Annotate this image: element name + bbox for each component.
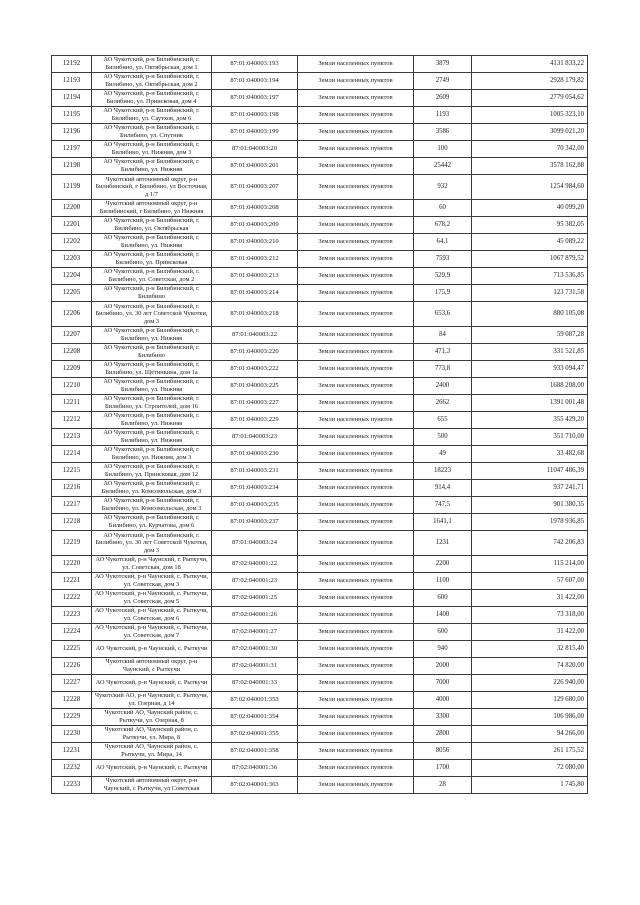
table-body xyxy=(52,56,588,794)
row-number-cell: 12207 xyxy=(52,327,92,344)
area-cell: 529,9 xyxy=(414,268,472,285)
area-cell: 2662 xyxy=(414,395,472,412)
address-cell: АО Чукотский, р-н Билибинский, г. Билибино xyxy=(92,344,212,361)
row-number-cell: 12198 xyxy=(52,158,92,175)
table-row xyxy=(52,268,588,285)
cadastral-value-cell: 45 089,22 xyxy=(472,234,588,251)
table-row xyxy=(52,344,588,361)
table-row xyxy=(52,709,588,726)
table-row xyxy=(52,556,588,573)
land-category-cell: Земли населенных пунктов xyxy=(298,675,414,692)
address-cell: Чукотский автономный округ, р-н Чаунский, с Рыткучи, ул Советская xyxy=(92,777,212,794)
land-category-cell: Земли населенных пунктов xyxy=(298,641,414,658)
land-category-cell: Земли населенных пунктов xyxy=(298,158,414,175)
area-cell: 2609 xyxy=(414,90,472,107)
address-cell: АО Чукотский, р-н Билибинский, г. Билибино, ул. Нижняя xyxy=(92,412,212,429)
row-number-cell: 12208 xyxy=(52,344,92,361)
land-category-cell: Земли населенных пунктов xyxy=(298,658,414,675)
table-row xyxy=(52,480,588,497)
table-row xyxy=(52,412,588,429)
row-number-cell: 12220 xyxy=(52,556,92,573)
row-number-cell: 12194 xyxy=(52,90,92,107)
table-row xyxy=(52,107,588,124)
address-cell: АО Чукотский, р-н Билибинский, г. Билибино, ул. Спутник xyxy=(92,124,212,141)
table-row xyxy=(52,692,588,709)
cadastral-value-cell: 33 482,68 xyxy=(472,446,588,463)
row-number-cell: 12204 xyxy=(52,268,92,285)
area-cell: 4000 xyxy=(414,692,472,709)
cadastral-value-cell: 73 318,00 xyxy=(472,607,588,624)
land-category-cell: Земли населенных пунктов xyxy=(298,446,414,463)
cadastral-number-cell: 87:01:040003:231 xyxy=(212,463,298,480)
cadastral-number-cell: 87:01:040003:193 xyxy=(212,56,298,73)
area-cell: 2800 xyxy=(414,726,472,743)
table-row xyxy=(52,641,588,658)
address-cell: АО Чукотский, р-н Билибинский, г. Билибино, ул. Приисковая xyxy=(92,251,212,268)
land-category-cell: Земли населенных пунктов xyxy=(298,726,414,743)
cadastral-number-cell: 87:01:040003:235 xyxy=(212,497,298,514)
area-cell: 18223 xyxy=(414,463,472,480)
address-cell: Чукотский АО, Чаунский район, с. Рыткучи, ул. Мира, 8 xyxy=(92,726,212,743)
cadastral-value-cell: 1005 323,10 xyxy=(472,107,588,124)
cadastral-number-cell: 87:01:040003:230 xyxy=(212,446,298,463)
cadastral-value-cell: 226 940,00 xyxy=(472,675,588,692)
cadastral-value-cell: 11047 486,39 xyxy=(472,463,588,480)
table-row xyxy=(52,158,588,175)
cadastral-number-cell: 87:02:040001:30 xyxy=(212,641,298,658)
address-cell: АО Чукотский, р-н Билибинский, г. Билибино, ул. Нижняя xyxy=(92,429,212,446)
area-cell: 2200 xyxy=(414,556,472,573)
row-number-cell: 12216 xyxy=(52,480,92,497)
area-cell: 2400 xyxy=(414,378,472,395)
table-row xyxy=(52,361,588,378)
row-number-cell: 12206 xyxy=(52,302,92,327)
address-cell: АО Чукотский, р-н Чаунский, с. Рыткучи, ул. Советская, дом 6 xyxy=(92,607,212,624)
table-row xyxy=(52,285,588,302)
land-category-cell: Земли населенных пунктов xyxy=(298,107,414,124)
address-cell: АО Чукотский, р-н Билибинский, г. Билибино, ул. Комсомольская, дом 3 xyxy=(92,480,212,497)
row-number-cell: 12227 xyxy=(52,675,92,692)
land-category-cell: Земли населенных пунктов xyxy=(298,378,414,395)
address-cell: Чукотский АО, р-н Чаунский, с. Рыткучи, ул. Озерная, д 14 xyxy=(92,692,212,709)
cadastral-number-cell: 87:01:040003:220 xyxy=(212,344,298,361)
land-category-cell: Земли населенных пунктов xyxy=(298,692,414,709)
cadastral-number-cell: 87:01:040003:229 xyxy=(212,412,298,429)
table-row xyxy=(52,56,588,73)
area-cell: 1193 xyxy=(414,107,472,124)
area-cell: 175,9 xyxy=(414,285,472,302)
cadastral-number-cell: 87:01:040003:22 xyxy=(212,327,298,344)
table-row xyxy=(52,327,588,344)
cadastral-number-cell: 87:01:040003:207 xyxy=(212,175,298,200)
cadastral-value-cell: 95 382,05 xyxy=(472,217,588,234)
area-cell: 940 xyxy=(414,641,472,658)
cadastral-number-cell: 87:02:040001:363 xyxy=(212,777,298,794)
row-number-cell: 12195 xyxy=(52,107,92,124)
address-cell: АО Чукотский, р-н Билибинский, г. Билибино, ул. Нижняя xyxy=(92,327,212,344)
address-cell: АО Чукотский, р-н Билибинский, г. Билибино, ул. Саутхов, дом 6 xyxy=(92,107,212,124)
area-cell: 2000 xyxy=(414,658,472,675)
address-cell: АО Чукотский, р-н Билибинский, г. Билибино, ул. Приисковая, дом 12 xyxy=(92,463,212,480)
cadastral-number-cell: 87:01:040003:225 xyxy=(212,378,298,395)
cadastral-value-cell: 57 607,00 xyxy=(472,573,588,590)
area-cell: 3879 xyxy=(414,56,472,73)
table-row xyxy=(52,726,588,743)
area-cell: 600 xyxy=(414,624,472,641)
area-cell: 678,2 xyxy=(414,217,472,234)
land-category-cell: Земли населенных пунктов xyxy=(298,327,414,344)
row-number-cell: 12224 xyxy=(52,624,92,641)
address-cell: АО Чукотский, р-н Чаунский, с. Рыткучи xyxy=(92,760,212,777)
address-cell: АО Чукотский, р-н Билибинский, г. Билибино xyxy=(92,285,212,302)
address-cell: АО Чукотский, р-н Билибинский, г. Билибино, ул. Советская, дом 2 xyxy=(92,268,212,285)
table-row xyxy=(52,760,588,777)
land-category-cell: Земли населенных пунктов xyxy=(298,777,414,794)
table-row xyxy=(52,497,588,514)
row-number-cell: 12229 xyxy=(52,709,92,726)
cadastral-number-cell: 87:02:040001:22 xyxy=(212,556,298,573)
table-row xyxy=(52,217,588,234)
address-cell: Чукотский АО, Чаунский район, с. Рыткучи, ул. Озерная, 8 xyxy=(92,709,212,726)
address-cell: АО Чукотский, р-н Билибинский, г. Билибино, ул. Приисковая, дом 4 xyxy=(92,90,212,107)
address-cell: Чукотский автономный округ, р-н Чаунский, с Рыткучи xyxy=(92,658,212,675)
cadastral-value-cell: 261 175,52 xyxy=(472,743,588,760)
cadastral-value-cell: 40 099,20 xyxy=(472,200,588,217)
row-number-cell: 12200 xyxy=(52,200,92,217)
cadastral-value-cell: 32 815,40 xyxy=(472,641,588,658)
table-row xyxy=(52,446,588,463)
table-row xyxy=(52,141,588,158)
address-cell: АО Чукотский, р-н Чаунский, с. Рыткучи, ул. Советская, дом 5 xyxy=(92,590,212,607)
area-cell: 1231 xyxy=(414,531,472,556)
cadastral-number-cell: 87:01:040003:222 xyxy=(212,361,298,378)
area-cell: 914,4 xyxy=(414,480,472,497)
address-cell: АО Чукотский, р-н Билибинский, г. Билибино, ул. Щетинкина, дом 1а xyxy=(92,361,212,378)
table-row xyxy=(52,658,588,675)
cadastral-value-cell: 31 422,00 xyxy=(472,590,588,607)
area-cell: 471,3 xyxy=(414,344,472,361)
table-row xyxy=(52,573,588,590)
table-row xyxy=(52,200,588,217)
cadastral-value-cell: 880 105,08 xyxy=(472,302,588,327)
cadastral-value-cell: 1688 208,00 xyxy=(472,378,588,395)
row-number-cell: 12202 xyxy=(52,234,92,251)
address-cell: АО Чукотский, р-н Билибинский, г. Билибино, ул. Нижняя xyxy=(92,158,212,175)
cadastral-number-cell: 87:01:040003:213 xyxy=(212,268,298,285)
land-category-cell: Земли населенных пунктов xyxy=(298,429,414,446)
cadastral-value-cell: 31 422,00 xyxy=(472,624,588,641)
cadastral-number-cell: 87:01:040003:23 xyxy=(212,429,298,446)
table-row xyxy=(52,743,588,760)
row-number-cell: 12210 xyxy=(52,378,92,395)
cadastral-number-cell: 87:02:040001:33 xyxy=(212,675,298,692)
row-number-cell: 12222 xyxy=(52,590,92,607)
area-cell: 1700 xyxy=(414,760,472,777)
area-cell: 653,6 xyxy=(414,302,472,327)
cadastral-number-cell: 87:01:040003:227 xyxy=(212,395,298,412)
cadastral-value-cell: 351 710,00 xyxy=(472,429,588,446)
land-category-cell: Земли населенных пунктов xyxy=(298,480,414,497)
cadastral-number-cell: 87:02:040001:358 xyxy=(212,743,298,760)
cadastral-value-cell: 2779 054,62 xyxy=(472,90,588,107)
land-category-cell: Земли населенных пунктов xyxy=(298,90,414,107)
table-row xyxy=(52,302,588,327)
land-category-cell: Земли населенных пунктов xyxy=(298,73,414,90)
address-cell: АО Чукотский, р-н Билибинский, г. Билибино, ул. Курчатова, дом 6 xyxy=(92,514,212,531)
table-row xyxy=(52,395,588,412)
address-cell: Чукотский АО, Чаунский район, с. Рыткучи, ул. Мира, 14 xyxy=(92,743,212,760)
table-row xyxy=(52,624,588,641)
row-number-cell: 12230 xyxy=(52,726,92,743)
land-category-cell: Земли населенных пунктов xyxy=(298,573,414,590)
land-category-cell: Земли населенных пунктов xyxy=(298,412,414,429)
cadastral-value-cell: 129 680,00 xyxy=(472,692,588,709)
land-category-cell: Земли населенных пунктов xyxy=(298,361,414,378)
cadastral-value-cell: 2928 179,82 xyxy=(472,73,588,90)
address-cell: Чукотский автономный округ, р-н Билибинский, г Билибино, ул Нижняя xyxy=(92,200,212,217)
cadastral-number-cell: 87:02:040001:31 xyxy=(212,658,298,675)
row-number-cell: 12213 xyxy=(52,429,92,446)
row-number-cell: 12228 xyxy=(52,692,92,709)
cadastral-value-cell: 3578 162,88 xyxy=(472,158,588,175)
cadastral-value-cell: 123 731,58 xyxy=(472,285,588,302)
cadastral-value-cell: 1067 879,52 xyxy=(472,251,588,268)
area-cell: 1400 xyxy=(414,607,472,624)
cadastral-value-cell: 355 429,20 xyxy=(472,412,588,429)
area-cell: 60 xyxy=(414,200,472,217)
land-category-cell: Земли населенных пунктов xyxy=(298,141,414,158)
address-cell: АО Чукотский, р-н Билибинский, г. Билибино, ул. Октябрьская xyxy=(92,217,212,234)
land-category-cell: Земли населенных пунктов xyxy=(298,463,414,480)
address-cell: АО Чукотский, р-н Билибинский, г. Билибино, ул. Комсомольская, дом 3 xyxy=(92,497,212,514)
row-number-cell: 12226 xyxy=(52,658,92,675)
area-cell: 773,8 xyxy=(414,361,472,378)
row-number-cell: 12219 xyxy=(52,531,92,556)
table-row xyxy=(52,251,588,268)
cadastral-value-cell: 70 342,00 xyxy=(472,141,588,158)
cadastral-value-cell: 115 214,00 xyxy=(472,556,588,573)
cadastral-number-cell: 87:02:040001:26 xyxy=(212,607,298,624)
cadastral-number-cell: 87:01:040003:210 xyxy=(212,234,298,251)
row-number-cell: 12212 xyxy=(52,412,92,429)
cadastral-value-cell: 933 094,47 xyxy=(472,361,588,378)
land-category-cell: Земли населенных пунктов xyxy=(298,344,414,361)
land-category-cell: Земли населенных пунктов xyxy=(298,607,414,624)
land-category-cell: Земли населенных пунктов xyxy=(298,531,414,556)
cadastral-value-cell: 4131 833,22 xyxy=(472,56,588,73)
cadastral-value-cell: 3099 021,20 xyxy=(472,124,588,141)
row-number-cell: 12225 xyxy=(52,641,92,658)
row-number-cell: 12201 xyxy=(52,217,92,234)
address-cell: АО Чукотский, р-н Билибинский, г. Билибино, ул. 30 лет Советской Чукотки, дом 3 xyxy=(92,531,212,556)
area-cell: 1641,1 xyxy=(414,514,472,531)
area-cell: 600 xyxy=(414,590,472,607)
table-row xyxy=(52,90,588,107)
address-cell: Чукотский автономный округ, р-н Билибинский, г Билибино, ул Восточная, д 1/7 xyxy=(92,175,212,200)
address-cell: АО Чукотский, р-н Билибинский, г. Билибино, ул. Нижняя xyxy=(92,234,212,251)
cadastral-number-cell: 87:01:040003:198 xyxy=(212,107,298,124)
cadastral-number-cell: 87:01:040003:194 xyxy=(212,73,298,90)
land-category-cell: Земли населенных пунктов xyxy=(298,302,414,327)
area-cell: 7593 xyxy=(414,251,472,268)
cadastral-value-cell: 331 521,85 xyxy=(472,344,588,361)
address-cell: АО Чукотский, р-н Билибинский, г. Билибино, ул. Нижняя, дом 3 xyxy=(92,446,212,463)
table-row xyxy=(52,607,588,624)
row-number-cell: 12196 xyxy=(52,124,92,141)
cadastral-number-cell: 87:02:040001:353 xyxy=(212,692,298,709)
cadastral-number-cell: 87:01:040003:237 xyxy=(212,514,298,531)
land-category-cell: Земли населенных пунктов xyxy=(298,251,414,268)
land-category-cell: Земли населенных пунктов xyxy=(298,175,414,200)
address-cell: АО Чукотский, р-н Билибинский, г. Билибино, ул. Октябрьская, дом 1 xyxy=(92,56,212,73)
row-number-cell: 12233 xyxy=(52,777,92,794)
area-cell: 747,5 xyxy=(414,497,472,514)
row-number-cell: 12211 xyxy=(52,395,92,412)
land-category-cell: Земли населенных пунктов xyxy=(298,743,414,760)
area-cell: 500 xyxy=(414,429,472,446)
table-row xyxy=(52,463,588,480)
cadastral-number-cell: 87:02:040001:355 xyxy=(212,726,298,743)
cadastral-number-cell: 87:02:040001:23 xyxy=(212,573,298,590)
land-category-cell: Земли населенных пунктов xyxy=(298,200,414,217)
table-row xyxy=(52,777,588,794)
table-row xyxy=(52,124,588,141)
row-number-cell: 12232 xyxy=(52,760,92,777)
row-number-cell: 12221 xyxy=(52,573,92,590)
cadastral-value-table xyxy=(51,55,588,794)
row-number-cell: 12215 xyxy=(52,463,92,480)
land-category-cell: Земли населенных пунктов xyxy=(298,590,414,607)
cadastral-number-cell: 87:01:040003:199 xyxy=(212,124,298,141)
area-cell: 8056 xyxy=(414,743,472,760)
row-number-cell: 12209 xyxy=(52,361,92,378)
land-category-cell: Земли населенных пунктов xyxy=(298,497,414,514)
address-cell: АО Чукотский, р-н Чаунский, с. Рыткучи xyxy=(92,675,212,692)
address-cell: АО Чукотский, р-н Чаунский, с. Рыткучи, ул. Советская, дом 7 xyxy=(92,624,212,641)
land-category-cell: Земли населенных пунктов xyxy=(298,56,414,73)
table-row xyxy=(52,234,588,251)
cadastral-number-cell: 87:01:040003:214 xyxy=(212,285,298,302)
area-cell: 64,1 xyxy=(414,234,472,251)
cadastral-number-cell: 87:01:040003:212 xyxy=(212,251,298,268)
cadastral-number-cell: 87:01:040003:209 xyxy=(212,217,298,234)
land-category-cell: Земли населенных пунктов xyxy=(298,285,414,302)
address-cell: АО Чукотский, р-н Билибинский, г. Билибино, ул. 30 лет Советской Чукотки, дом 3 xyxy=(92,302,212,327)
table-row xyxy=(52,531,588,556)
land-category-cell: Земли населенных пунктов xyxy=(298,268,414,285)
address-cell: АО Чукотский, р-н Билибинский, г. Билибино, ул. Нижняя, дом 3 xyxy=(92,141,212,158)
row-number-cell: 12223 xyxy=(52,607,92,624)
area-cell: 28 xyxy=(414,777,472,794)
cadastral-number-cell: 87:01:040003:201 xyxy=(212,158,298,175)
area-cell: 3586 xyxy=(414,124,472,141)
land-category-cell: Земли населенных пунктов xyxy=(298,234,414,251)
land-category-cell: Земли населенных пунктов xyxy=(298,514,414,531)
cadastral-number-cell: 87:01:040003:218 xyxy=(212,302,298,327)
cadastral-number-cell: 87:01:040003:234 xyxy=(212,480,298,497)
cadastral-value-cell: 937 241,71 xyxy=(472,480,588,497)
row-number-cell: 12192 xyxy=(52,56,92,73)
table-row xyxy=(52,175,588,200)
cadastral-value-cell: 72 080,00 xyxy=(472,760,588,777)
land-category-cell: Земли населенных пунктов xyxy=(298,395,414,412)
row-number-cell: 12205 xyxy=(52,285,92,302)
cadastral-number-cell: 87:01:040003:20 xyxy=(212,141,298,158)
area-cell: 84 xyxy=(414,327,472,344)
area-cell: 7000 xyxy=(414,675,472,692)
land-category-cell: Земли населенных пунктов xyxy=(298,556,414,573)
cadastral-value-cell: 74 820,00 xyxy=(472,658,588,675)
cadastral-value-cell: 59 087,28 xyxy=(472,327,588,344)
table-row xyxy=(52,429,588,446)
cadastral-value-cell: 1391 001,48 xyxy=(472,395,588,412)
address-cell: АО Чукотский, р-н Билибинский, г. Билибино, ул. Строителей, дом 16 xyxy=(92,395,212,412)
area-cell: 1100 xyxy=(414,573,472,590)
table-row xyxy=(52,590,588,607)
land-category-cell: Земли населенных пунктов xyxy=(298,760,414,777)
land-category-cell: Земли населенных пунктов xyxy=(298,124,414,141)
address-cell: АО Чукотский, р-н Чаунский, с. Рыткучи, ул. Советская, дом 3 xyxy=(92,573,212,590)
area-cell: 655 xyxy=(414,412,472,429)
area-cell: 932 xyxy=(414,175,472,200)
area-cell: 2749 xyxy=(414,73,472,90)
cadastral-value-cell: 713 536,85 xyxy=(472,268,588,285)
cadastral-number-cell: 87:01:040003:208 xyxy=(212,200,298,217)
cadastral-value-cell: 1254 984,60 xyxy=(472,175,588,200)
cadastral-number-cell: 87:01:040003:197 xyxy=(212,90,298,107)
land-category-cell: Земли населенных пунктов xyxy=(298,624,414,641)
row-number-cell: 12231 xyxy=(52,743,92,760)
cadastral-value-cell: 901 380,35 xyxy=(472,497,588,514)
cadastral-number-cell: 87:01:040003:24 xyxy=(212,531,298,556)
address-cell: АО Чукотский, р-н Чаунский, г. Рыткучи, ул. Советская, дом 18 xyxy=(92,556,212,573)
area-cell: 3300 xyxy=(414,709,472,726)
cadastral-value-cell: 94 266,00 xyxy=(472,726,588,743)
table-row xyxy=(52,73,588,90)
cadastral-number-cell: 87:02:040001:36 xyxy=(212,760,298,777)
row-number-cell: 12217 xyxy=(52,497,92,514)
cadastral-value-cell: 1 745,80 xyxy=(472,777,588,794)
area-cell: 100 xyxy=(414,141,472,158)
row-number-cell: 12197 xyxy=(52,141,92,158)
row-number-cell: 12199 xyxy=(52,175,92,200)
address-cell: АО Чукотский, р-н Билибинский, г. Билибино, ул. Нижняя xyxy=(92,378,212,395)
row-number-cell: 12203 xyxy=(52,251,92,268)
area-cell: 49 xyxy=(414,446,472,463)
table-row xyxy=(52,378,588,395)
row-number-cell: 12218 xyxy=(52,514,92,531)
area-cell: 25442 xyxy=(414,158,472,175)
table-row xyxy=(52,514,588,531)
row-number-cell: 12193 xyxy=(52,73,92,90)
land-category-cell: Земли населенных пунктов xyxy=(298,217,414,234)
table-row xyxy=(52,675,588,692)
cadastral-value-cell: 1978 936,85 xyxy=(472,514,588,531)
cadastral-number-cell: 87:02:040001:25 xyxy=(212,590,298,607)
row-number-cell: 12214 xyxy=(52,446,92,463)
cadastral-value-cell: 742 206,83 xyxy=(472,531,588,556)
cadastral-number-cell: 87:02:040001:354 xyxy=(212,709,298,726)
cadastral-number-cell: 87:02:040001:27 xyxy=(212,624,298,641)
address-cell: АО Чукотский, р-н Билибинский, г. Билибино, ул. Октябрьская, дом 2 xyxy=(92,73,212,90)
land-category-cell: Земли населенных пунктов xyxy=(298,709,414,726)
address-cell: АО Чукотский, р-н Чаунский, с. Рыткучи xyxy=(92,641,212,658)
cadastral-value-cell: 106 986,00 xyxy=(472,709,588,726)
